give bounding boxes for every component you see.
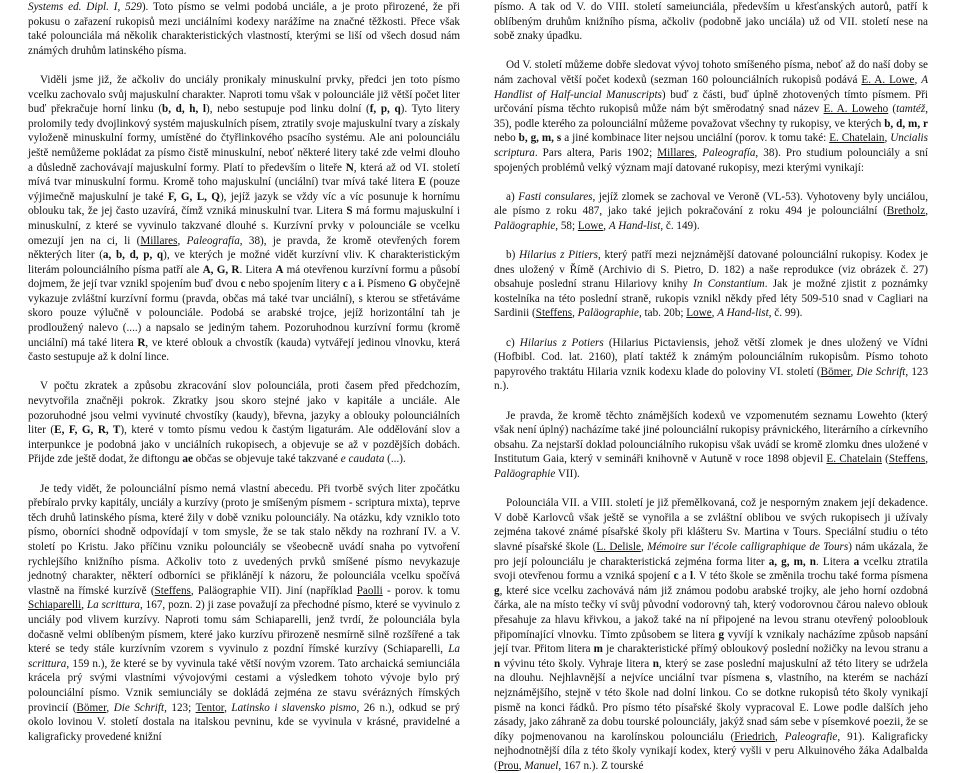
text-segment: , jejíž zlomek se zachoval ve Veroně (VL-53). Vyhotoveny byly unciálou, ale písmo z roku 487, jako také jejich pokračování z roku 494 je polounciální ( — [494, 190, 928, 218]
text-segment: , — [925, 453, 928, 466]
text-segment: , 123; — [164, 701, 196, 714]
bold-letters: A — [275, 263, 284, 276]
text-segment: ), nebo sestupuje pod linku dolní ( — [206, 103, 370, 116]
text-segment: ( — [881, 453, 889, 466]
citation-author: Bretholz — [886, 205, 926, 218]
bold-letters: f, p, q — [369, 103, 401, 116]
bold-letters: g — [494, 584, 500, 597]
italic-text: Die Schrift — [113, 701, 165, 714]
italic-text: La scrittura — [86, 599, 140, 612]
text-segment: - porov. k tomu — [382, 584, 460, 597]
paragraph — [494, 496, 928, 773]
text-segment: , tab. 20b; — [638, 307, 687, 320]
text-segment: a jiné kombinace liter nejsou unciální (porov. k tomu také: — [561, 132, 830, 145]
bold-letters: c — [240, 278, 246, 291]
paragraph — [28, 0, 460, 58]
text-segment: ), jejíž jazyk se vždy víc a víc posunuje k hornímu oblouku tak, že jej často uzavírá, čímž vzniká minuskulní tvar. Litera — [28, 190, 460, 218]
text-segment: vývinu této školy. Vyhraje litera — [500, 657, 653, 670]
italic-text: Paleografía — [186, 234, 240, 247]
text-segment: a) — [506, 190, 519, 203]
citation-author: E. A. Lowe — [861, 73, 915, 86]
text-segment: , která až od VI. století mívá tvar minuskulní formu. Kromě toho majuskulní (unciální) tvar mívá také litera — [28, 161, 460, 189]
bold-letters: m — [593, 643, 603, 656]
text-segment: Viděli jsme již, že ačkoliv do unciály pronikaly minuskulní prvky, předci jen toto písmo vcelku zachovalo svůj majuskulní charakter. Naproti tomu však v polounciále již větší počet liter buď překračuje horní linku ( — [28, 73, 460, 116]
bold-letters: b, g, m, s — [518, 132, 562, 145]
text-segment: , — [603, 219, 609, 232]
text-segment: , — [914, 73, 922, 86]
citation-author: Bömer — [76, 701, 107, 714]
italic-text: Latinsko i slavensko pismo — [231, 701, 357, 714]
bold-letters: ae — [182, 453, 193, 466]
italic-text: La scrittura — [28, 643, 460, 670]
italic-text: A Handlist of Half-uncial Manuscripts — [494, 73, 928, 101]
italic-text: A Hand-list — [717, 307, 769, 320]
text-segment: písmo. A tak od V. do VIII. století sameiunciála, především u křesťanských autorů, patří k oblíbeným druhům knižního písma, ačkoliv (podobně jako unciála) už od VII. století nese na sobě znaky úpadku. — [494, 1, 928, 43]
citation-author: Steffens — [154, 584, 191, 597]
text-segment: , č. 99). — [768, 307, 803, 320]
text-segment: . Litera — [816, 555, 854, 568]
paragraph — [494, 336, 928, 394]
italic-text: Paleografía — [702, 146, 756, 159]
citation-author: Steffens — [888, 453, 926, 466]
text-segment: , 91). Kaligraficky nejhodnotnější díla z této školy vynikají kodex, který vyšli v peru Alkuinového žáka Adalbalda ( — [494, 730, 928, 772]
text-segment: , — [106, 701, 114, 714]
text-segment: ), které v tomto písmu vedou k častým ligaturám. Ale oddělování slov a interpunkce je podobná jako v unciálních rukopisech, a objevuje se až v pozdějších dobách. Přijde zde ještě dodat, že diftongu — [28, 424, 461, 466]
citation-author: Prou — [497, 759, 519, 772]
text-segment: , 167, pozn. 2) ji zase považují za přechodné písmo, které se vyvinulo z unciály pod vlivem kurzívy. Naproti tomu sám Schiaparelli, jenž tvrdí, že polounciála byla dočasně velmi oblíbeným písmem, které jako kurzívu přirozeně nesmírně silně rozšířené a tak které se tedy stále kurzívním vzorem s vyvinulo z pozdní římské kurzívy (Schiaparelli, — [28, 599, 460, 656]
text-segment: ). Tyto litery prolomily tedy dvojlinkový systém majuskulních písem, ztratily svoje majuskulní tvary a získaly vyloženě minuskulní formy, umístěné do čtyřlinkového psacího systému. Ale ani polounciálu ještě nemůžeme pokládat za písmo čistě minuskulní, neboť některé litery také zde velmi dlouho a důsledně zachovávají majuskulní formy. Platí to především o liteře — [28, 103, 460, 174]
italic-text: Systems ed. Dipl. I, 529 — [28, 1, 142, 13]
text-segment: . Písmeno — [361, 278, 409, 291]
citation-author: Lowe — [577, 219, 604, 232]
text-segment: , — [518, 759, 525, 772]
italic-text: Hilarius z Pitiers — [519, 249, 598, 262]
text-segment: b) — [506, 249, 520, 262]
text-segment: , 159 n.), že které se by vyvinula také větší novým vzorem. Tato archaická semiunciála krácela prý svými vlastními vývojovými cestami a výsledkem tohoto vývoje bylo prý polounciální písmo. Vznik semiunciály se dokládá zejména ze stavu svérázných římských provincií ( — [28, 657, 460, 714]
bold-letters: a — [853, 555, 860, 568]
text-segment: a — [678, 570, 690, 583]
italic-text: tamtéž — [896, 103, 926, 116]
text-segment: , — [925, 205, 928, 218]
bold-letters: E — [418, 176, 426, 189]
paragraph — [494, 190, 928, 234]
bold-letters: A, G, R — [202, 263, 240, 276]
text-segment: ) nám ukázala, že pro její polounciálu je charakteristická zejména forma liter — [494, 540, 929, 568]
text-segment: , — [884, 132, 891, 145]
text-segment: , 167 n.). Z tourské — [558, 759, 644, 772]
citation-author: E. Chatelain — [826, 453, 882, 466]
text-segment: ) buď z části, buď úplně zhotovených tímto písmem. Při určování písma těchto rukopisů může nám být směrodatný snad název — [494, 88, 928, 116]
italic-text: e caudata — [340, 453, 385, 466]
italic-text: Paläographie — [494, 219, 556, 232]
italic-text: Hilarius z Potiers — [519, 336, 604, 349]
text-segment: , 38). Pro studium polounciály a sní spojených problémů velký význam mají datované rukopisy, mezi kterými vynikají: — [494, 146, 928, 174]
citation-author: L. Delisle — [596, 540, 641, 553]
text-segment: vcelku ztratila svoji otevřenou formu a vzniká spojení — [494, 555, 928, 583]
text-segment: , — [572, 307, 578, 320]
text-segment: , — [224, 701, 232, 714]
citation-author: Bömer — [820, 365, 851, 378]
text-segment: , Paläographie VII). Jiní (například — [190, 584, 357, 597]
text-segment: , 35), podle kterého za polounciální můžeme považovat všechny ty rukopisy, ve kterých — [494, 103, 928, 130]
paragraph — [28, 482, 460, 745]
text-segment: ), ve kterých je možné vidět kurzívní vliv. K charakteristickým literám polounciálního písma patří ale — [28, 249, 460, 276]
text-segment: , 123 n.). — [494, 365, 929, 393]
text-segment: má formu majuskulní i minuskulní, z které se vyvinulo takzvané dlouhé s. — [28, 205, 460, 232]
bold-letters: l — [689, 570, 694, 583]
italic-text: In Constantium — [693, 278, 765, 291]
text-segment: Polounciála VII. a VIII. století je již přemělkovaná, což je nesporným znakem její dekadence. V době Karlovců však ještě se vynořila a se zvláštní oblibou ve svých rukopisech ji užívaly zejména takové známé písařské školy při klášteru Sv. Martina v Tours. Speciální studiu o této slavné písařské škole ( — [494, 497, 928, 553]
bold-letters: n — [494, 657, 501, 670]
text-segment: , č. 149). — [660, 219, 700, 232]
citation-author: Steffens — [535, 307, 573, 320]
citation-author: Lowe — [686, 307, 712, 320]
text-segment: občas se objevuje také takzvané — [192, 453, 341, 466]
text-segment: ( — [888, 103, 897, 116]
citation-author: Tentor — [195, 701, 225, 714]
text-segment: nebo spojením litery — [245, 278, 343, 291]
text-segment: , — [775, 730, 785, 743]
citation-author: E. Chatelain — [829, 132, 885, 145]
bold-letters: i — [358, 278, 362, 291]
text-segment: , 58; — [555, 219, 578, 232]
text-segment: je charakteristické přímý obloukový poslední nožičky na levou stranu a — [602, 643, 928, 656]
bold-letters: S — [346, 205, 353, 218]
text-segment: , — [640, 540, 648, 553]
bold-letters: R — [137, 336, 146, 349]
text-segment: ). Toto písmo se velmi podobá unciále, a je proto přirozené, že při pokusu o zařazení rukopisů mezi unciálními kodexy narážíme na značné těžkosti. Přece však také polounciála má několik charakteristických vlastností, kterými se liší od všech dosud nám známých druhům latinského písma. — [28, 1, 460, 57]
text-segment: (Hilarius Pictaviensis, jehož větší zlomek je dnes uložený ve Vídni (Hofbibl. Cod. lat. 2160), platí taktéž k známým polounciálním rukopisům. Písmo tohoto papyrového traktátu Hilaria vznik kodexu klade do poloviny VI. století ( — [494, 336, 928, 378]
paragraph — [494, 58, 928, 175]
text-segment: , — [177, 234, 187, 247]
paragraph — [28, 379, 460, 467]
text-segment: Je pravda, že kromě těchto známějších kodexů ve vzpomenutém seznamu Lowehto (který však není úplný) nacházíme také jiné polounciální rukopisy právnického, literárního a církevního obsahu. Za nejstarší doklad polounciálního rukopisu však uvádí se kromě zlomku dnes uložené v Institutum Gaia, který v semináři knihovně v Autuně v roce 1898 objevil — [494, 409, 928, 466]
text-segment: . Litera — [239, 263, 276, 276]
bold-letters: a, g, m, n — [768, 555, 816, 568]
text-segment: , — [711, 307, 718, 320]
italic-text: Paläographie — [577, 307, 639, 320]
italic-text: Paläographie — [494, 468, 556, 480]
citation-author: Schiaparelli — [28, 599, 82, 612]
italic-text: Paleografie — [784, 730, 838, 743]
text-segment: , který patří mezi nejznámější datované polounciální rukopisy. Kodex je dnes uložený v Římě (Archivio di S. Pietro, D. 182) a naše reprodukce (viz obrázek č. 27) obsahuje poslední stranu Hilariovy knihy — [494, 249, 928, 291]
paragraph — [28, 73, 460, 365]
text-segment: c) — [506, 336, 520, 349]
paragraph — [494, 248, 928, 321]
italic-text: Die Schrift — [856, 365, 906, 378]
bold-letters: b, d, h, l — [162, 103, 207, 116]
text-segment: Od V. století můžeme dobře sledovat vývoj tohoto smíšeného písma, neboť až do naší doby se nám zachoval větší počet kodexů (sezman 160 polounciálních rukopisů podává — [494, 59, 928, 86]
text-segment: . Jak je možné zjistit z poznámky kostelníka na této poslední straně, rukopis vznikl někdy před léty 509-510 snad v Cagliari na Sardinii ( — [494, 278, 928, 320]
text-segment: V počtu zkratek a způsobu zkracování slov polounciála, proti časem před předchozím, nevytvořila značněji pokrok. Zkratky jsou skoro stejné jako v kapitále a unciále. Ale pozoruhodné jsou velmi vyvinuté chvostíky (kaudy), břevna, jazyky a oblouky polounciálních liter ( — [28, 380, 460, 437]
bold-letters: c — [673, 570, 679, 583]
text-segment: má otevřenou kurzívní formu a působí dojmem, že její tvar vznikl spojením buď dvou — [28, 263, 461, 291]
text-segment: , vlastního, na kterém se nachází nejznámějšího, stejně v této škole nad dolní linkou. Co se dotkne rukopisů této školy vynikají pismě na konci řádků. Pro písmo této písařské školy vypracoval E. Lowe podle dalších jeho zásady, jako záhraně za dobu tourské polounciály, jakýž snad sám sebe v písemkové poezii, že se díky pojmenovanou na karolínskou polounciálu ( — [494, 672, 928, 743]
text-segment: (...). — [384, 453, 406, 466]
citation-author: Millares — [140, 234, 178, 247]
text-segment: nebo — [494, 132, 519, 145]
text-segment: , 26 n.), odkud se prý okolo lovinou V. století dostala na italskou pevninu, kde se vyvinula v krásné, pravidelné a kaligraficky provedené knižní — [28, 701, 461, 743]
text-segment: Je tedy vidět, že polounciální písmo nemá vlastní abecedu. Při tvorbě svých liter zpočátku přebíralo prvky kapitály, unciály a kurzívy (proto je smíšeným písmem - scriptura mixta), teprve těch druhů latinského písma, které žily v době vzniku polounciály. Na otázku, kdy vzniklo toto písmo, oborníci shodně odpovídají v tom smysle, že se tak stalo někdy na rozhraní IV. a V. století po Kristu. Jako příčinu vzniku polounciály se všeobecně uvádí snaha po vytvoření rychlejšího knižního písma. Ačkoliv toto z uvedených prvků smíšené písmo nevykazuje jednotný charakter, některí odborníci se přiklánějí k názoru, že polounciála vcelku spočívá vlastně na římské kurzívě ( — [28, 482, 460, 597]
text-segment: , ve které oblouk a chvostík (kauda) vytvářejí jedinou vlnovku, která často sestupuje až k dolní lince. — [28, 336, 460, 364]
italic-text: A Hand-list — [608, 219, 661, 232]
italic-text: Mémoire sur l'école calligraphique de Tours — [647, 540, 849, 553]
citation-author: Paolli — [356, 584, 383, 597]
italic-text: Manuel — [524, 759, 559, 772]
text-segment: , který se zase poslední majuskulní až této litery se udržela na dlouhu. Nejhlavnější a nejvíce unciální tvar písmena — [494, 657, 928, 685]
paragraph — [494, 409, 928, 482]
text-segment: VII). — [555, 468, 580, 480]
text-segment: . Pars altera, Paris 1902; — [534, 146, 658, 159]
bold-letters: E, F, G, R, T — [54, 424, 121, 437]
left-column — [28, 0, 460, 744]
bold-letters: g — [718, 628, 725, 641]
bold-letters: s — [765, 672, 770, 685]
bold-letters: G — [408, 278, 417, 291]
text-segment: , — [850, 365, 857, 378]
right-column — [494, 0, 928, 773]
text-segment: obyčejně vykazuje zvláštní kurzívní formu (pravda, občas má také tvar unciální), s kterou se střetáváme skoro pouze výlučně v polounciále. Podobá se arabské trojce, jejíž horizontální tah je prodloužený nalevo (....) a napsalo se jediným tahem. Pozoruhodnou kurzívní formu (kromě unciální) má také litera — [28, 278, 461, 349]
paragraph — [494, 0, 928, 44]
bold-letters: c — [342, 278, 348, 291]
citation-author: Millares — [657, 146, 695, 159]
bold-letters: n — [652, 657, 659, 670]
citation-author: Friedrich — [734, 730, 776, 743]
text-segment: Kurzívní prvky v polounciále se vcelku omezují jen na ci, li ( — [28, 219, 460, 247]
bold-letters: F, G, L, Q — [167, 190, 220, 203]
text-segment: . V této škole se změnila trochu také forma písmena — [693, 570, 928, 583]
bold-letters: a, b, d, p, q — [102, 249, 164, 262]
text-segment: a — [347, 278, 359, 291]
text-segment: , které sice vcelku zachovává nám již známou podobu arabské trojky, ale jeho horní ozdobná čárka, ale na místo tečky ví svůj původní vodorovný tah, který vodorovnou čárou nalevo oblouk přesahuje za hlavu křivkou, a jakož také na ní připojené na levou stranu otevřený polooblouk připomínající vlnovku. Tímto způsobem se litera — [494, 584, 928, 641]
text-segment: , — [81, 599, 87, 612]
italic-text: Fasti consulares — [518, 190, 593, 203]
text-segment: , — [694, 146, 703, 159]
text-segment: , 38), je pravda, že kromě otevřených forem některých liter ( — [28, 234, 460, 262]
text-segment: (pouze výjimečně majuskulní je také — [28, 176, 460, 203]
text-segment: vyvíjí k vznikaly nacházíme způsob napsání její tvar. Přitom litera — [494, 628, 928, 656]
citation-author: E. A. Loweho — [823, 103, 889, 116]
bold-letters: b, d, m, r — [884, 117, 929, 130]
bold-letters: N — [345, 161, 354, 174]
italic-text: Uncialis scriptura — [494, 132, 928, 159]
